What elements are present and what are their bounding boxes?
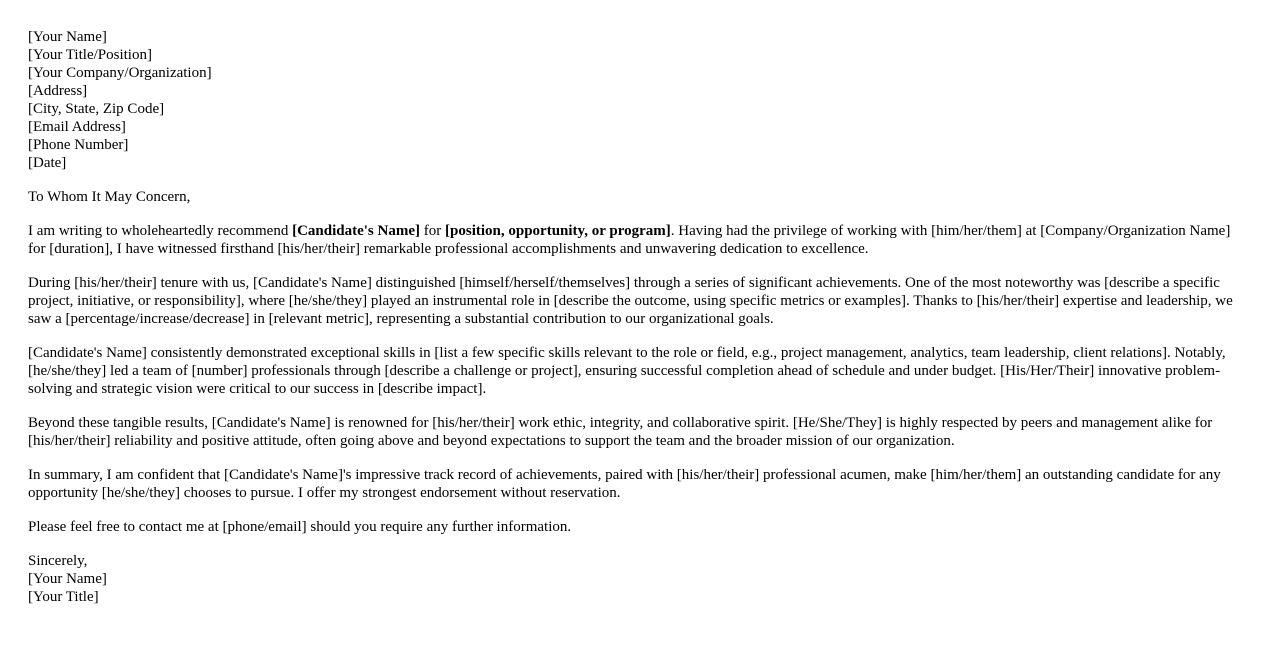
letter-date: [Date] xyxy=(28,155,67,171)
intro-text-1: I am writing to wholeheartedly recommend xyxy=(28,223,293,239)
paragraph-introduction xyxy=(28,222,1250,258)
paragraph-character: Beyond these tangible results, [Candidate's Name] is renowned for [his/her/their] work ethic, integrity, and collaborative spirit. [He/She/They] is highly respected by peers and management alike for [his/her/their] reliability and positive attitude, often going above and beyond expectations to support the team and the broader mission of our organization. xyxy=(28,415,1213,449)
paragraph-summary: In summary, I am confident that [Candidate's Name]'s impressive track record of achievements, paired with [his/her/their] professional acumen, make [him/her/them] an outstanding candidate for any opportunity [he/she/they] chooses to pursue. I offer my strongest endorsement without reservation. xyxy=(28,467,1221,501)
sender-name: [Your Name] xyxy=(28,29,107,45)
sender-city-state-zip: [City, State, Zip Code] xyxy=(28,101,165,117)
sender-company: [Your Company/Organization] xyxy=(28,65,212,81)
sender-block xyxy=(28,28,1250,172)
sender-email: [Email Address] xyxy=(28,119,126,135)
intro-text-3: . Having had the privilege of working with [him/her/them] at [Company/Organization Name] for [duration], I have witnessed firsthand [his/her/their] remarkable professional accomplishments and unwavering dedication to excellence. xyxy=(28,223,1231,257)
closing-block xyxy=(28,552,1250,606)
sender-address: [Address] xyxy=(28,83,88,99)
sender-phone: [Phone Number] xyxy=(28,137,129,153)
salutation: To Whom It May Concern, xyxy=(28,189,191,205)
valediction: Sincerely, xyxy=(28,553,88,569)
intro-text-2: for xyxy=(420,223,446,239)
position-bold: [position, opportunity, or program] xyxy=(445,223,671,239)
paragraph-skills: [Candidate's Name] consistently demonstrated exceptional skills in [list a few specific skills relevant to the role or field, e.g., project management, analytics, team leadership, client relations]. Notably, [he/she/they] led a team of [number] professionals through [describe a challenge or project], ensuring successful completion ahead of schedule and under budget. [His/Her/Their] innovative problem-solving and strategic vision were critical to our success in [describe impact]. xyxy=(28,345,1226,397)
paragraph-contact: Please feel free to contact me at [phone/email] should you require any further information. xyxy=(28,519,572,535)
closing-title: [Your Title] xyxy=(28,589,99,605)
candidate-name-bold: [Candidate's Name] xyxy=(292,223,421,239)
sender-title: [Your Title/Position] xyxy=(28,47,152,63)
paragraph-achievements: During [his/her/their] tenure with us, [Candidate's Name] distinguished [himself/herself/themselves] through a series of significant achievements. One of the most noteworthy was [describe a specific project, initiative, or responsibility], where [he/she/they] played an instrumental role in [describe the outcome, using specific metrics or examples]. Thanks to [his/her/their] expertise and leadership, we saw a [percentage/increase/decrease] in [relevant metric], representing a substantial contribution to our organizational goals. xyxy=(28,275,1233,327)
closing-name: [Your Name] xyxy=(28,571,107,587)
recommendation-letter xyxy=(28,28,1250,606)
